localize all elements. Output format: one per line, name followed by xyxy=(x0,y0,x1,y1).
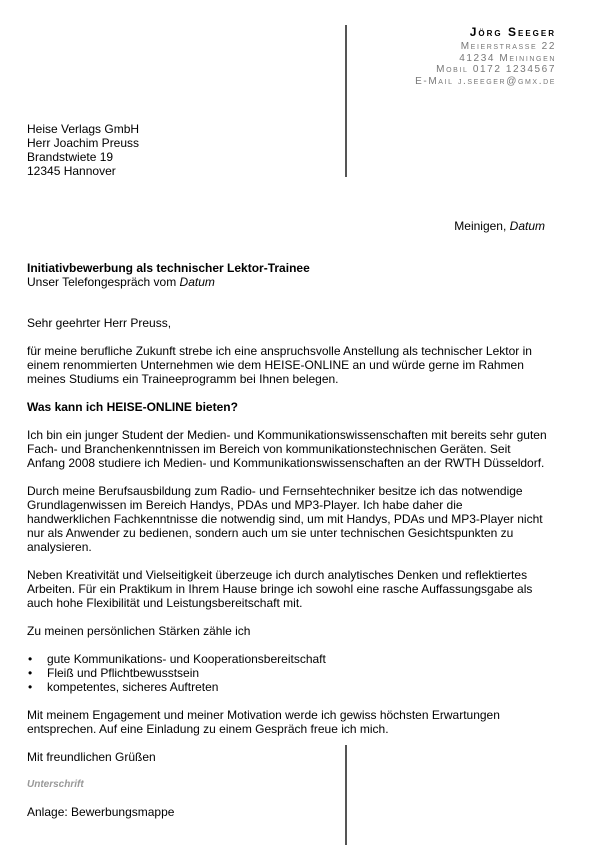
paragraph-2: Durch meine Berufsausbildung zum Radio- und Fernsehtechniker besitze ich das notwendige Grundlagenwissen im Bereich Handys, PDAs und MP3-Player. Ich habe daher die handwerklichen Fachkenntnisse die notwendig sind, um mit Handys, PDAs und MP3-Player nicht nur als Anwender zu bedienen, sondern auch um sie unter technischen Gesichtspunkten zu analysieren. xyxy=(27,484,543,554)
strengths-list xyxy=(27,652,547,694)
recipient-street: Brandstwiete 19 xyxy=(27,150,114,164)
closing: Mit freundlichen Grüßen xyxy=(27,750,156,764)
intro-paragraph: für meine berufliche Zukunft strebe ich eine anspruchsvolle Anstellung als technischer Lektor in einem renommierten Unternehmen wie dem HEISE-ONLINE an und würde gerne im Rahmen meines Studiums ein Traineeprogramm bei Ihnen belegen. xyxy=(27,344,532,386)
list-item: • kompetentes, sicheres Auftreten xyxy=(27,680,547,694)
subject-reference-date: Datum xyxy=(179,275,215,289)
sender-name: Jörg Seeger xyxy=(469,25,556,39)
vertical-rule-top xyxy=(345,25,347,177)
dateline xyxy=(454,219,545,233)
recipient-block xyxy=(27,122,139,178)
dateline-place: Meinigen, xyxy=(454,219,510,233)
salutation: Sehr geehrter Herr Preuss, xyxy=(27,316,172,330)
list-item: • gute Kommunikations- und Kooperationsbereitschaft xyxy=(27,652,547,666)
letter-body xyxy=(27,316,547,833)
subject-reference-text: Unser Telefongespräch vom xyxy=(27,275,180,289)
signature-placeholder: Unterschrift xyxy=(27,779,84,790)
paragraph-3: Neben Kreativität und Vielseitigkeit überzeuge ich durch analytisches Denken und reflektiertes Arbeiten. Für ein Praktikum in Ihrem Hause bringe ich sowohl eine rasche Auffassungsgabe als auch hohe Flexibilität und Leistungsbereitschaft mit. xyxy=(27,568,533,610)
sender-email: E-Mail j.seeger@gmx.de xyxy=(415,75,556,87)
subject-block xyxy=(27,261,310,289)
dateline-date: Datum xyxy=(509,219,545,233)
sender-street: Meierstrasse 22 xyxy=(460,41,556,52)
section-heading: Was kann ich HEISE-ONLINE bieten? xyxy=(27,400,238,414)
strengths-intro: Zu meinen persönlichen Stärken zähle ich xyxy=(27,624,251,638)
sender-block xyxy=(415,24,556,87)
attachment-note: Anlage: Bewerbungsmappe xyxy=(27,805,175,819)
sender-city: 41234 Meiningen xyxy=(459,52,556,64)
recipient-company: Heise Verlags GmbH xyxy=(27,122,140,136)
recipient-city: 12345 Hannover xyxy=(27,164,116,178)
closing-paragraph: Mit meinem Engagement und meiner Motivation werde ich gewiss höchsten Erwartungen entsprechen. Auf eine Einladung zu einem Gespräch freue ich mich. xyxy=(27,708,500,736)
paragraph-1: Ich bin ein junger Student der Medien- und Kommunikationswissenschaften mit bereits sehr guten Fach- und Branchenkenntnissen im Bereich von kommunikationstechnischen Geräten. Seit Anfang 2008 studiere ich Medien- und Kommunikationswissenschaften an der RWTH Düsseldorf. xyxy=(27,428,547,470)
subject-reference xyxy=(27,275,310,289)
recipient-person: Herr Joachim Preuss xyxy=(27,136,140,150)
list-item: • Fleiß und Pflichtbewusstsein xyxy=(27,666,547,680)
sender-mobile: Mobil 0172 1234567 xyxy=(436,64,556,75)
subject-title: Initiativbewerbung als technischer Lektor-Trainee xyxy=(27,261,310,275)
